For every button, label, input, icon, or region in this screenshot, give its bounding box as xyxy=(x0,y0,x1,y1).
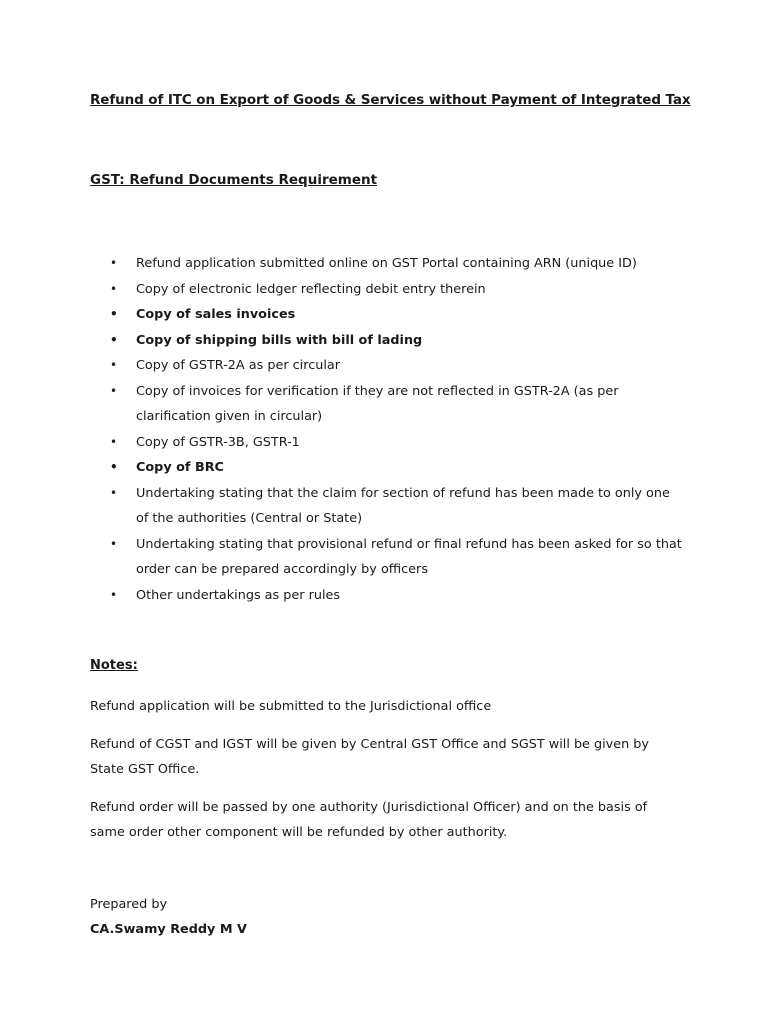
note-paragraph: Refund order will be passed by one authority (Jurisdictional Officer) and on the basis of same order other component will be refunded by other authority. xyxy=(90,799,648,840)
list-item-text: Copy of GSTR-3B, GSTR-1 xyxy=(136,434,300,450)
bullet-icon: • xyxy=(110,536,118,551)
bullet-icon: • xyxy=(110,281,118,296)
list-item xyxy=(110,430,682,456)
list-item-text: Copy of GSTR-2A as per circular xyxy=(136,358,341,373)
list-item xyxy=(110,328,682,354)
bullet-icon: • xyxy=(110,485,118,500)
bullet-icon: • xyxy=(110,383,118,398)
bullet-icon: • xyxy=(110,332,118,347)
list-item-text: Undertaking stating that the claim for section of refund has been made to only one of the authorities (Central or State) xyxy=(136,485,670,526)
list-item-text: Copy of sales invoices xyxy=(136,307,296,322)
list-item xyxy=(110,455,682,481)
bullet-icon: • xyxy=(110,256,118,270)
list-item xyxy=(110,353,682,379)
bullet-icon: • xyxy=(110,358,118,372)
list-item-text: Copy of invoices for verification if they are not reflected in GSTR-2A (as per clarification given in circular) xyxy=(136,383,619,424)
list-item-text: Refund application submitted online on GST Portal containing ARN (unique ID) xyxy=(136,256,637,271)
note-paragraph: Refund of CGST and IGST will be given by Central GST Office and SGST will be given by State GST Office. xyxy=(90,736,650,777)
list-item-text: Other undertakings as per rules xyxy=(136,587,341,603)
notes-heading: Notes: xyxy=(90,658,138,673)
list-item-text: Copy of electronic ledger reflecting debit entry therein xyxy=(136,281,486,297)
bullet-icon: • xyxy=(110,307,118,321)
bullet-icon: • xyxy=(110,587,118,602)
author-name: CA.Swamy Reddy M V xyxy=(90,922,247,937)
list-item xyxy=(110,302,682,328)
bullet-icon: • xyxy=(110,460,118,474)
document-title: Refund of ITC on Export of Goods & Services without Payment of Integrated Tax xyxy=(90,92,691,108)
notes-section xyxy=(90,694,682,858)
list-item xyxy=(110,532,682,583)
list-item xyxy=(110,379,682,430)
requirements-list xyxy=(110,251,682,608)
section-heading: GST: Refund Documents Requirement xyxy=(90,172,378,188)
bullet-icon: • xyxy=(110,434,118,449)
list-item xyxy=(110,277,682,303)
note-paragraph: Refund application will be submitted to the Jurisdictional office xyxy=(90,699,492,714)
list-item xyxy=(110,481,682,532)
list-item-text: Copy of BRC xyxy=(136,460,224,475)
prepared-by-label: Prepared by xyxy=(90,897,168,912)
list-item-text: Copy of shipping bills with bill of lading xyxy=(136,332,423,348)
list-item xyxy=(110,251,682,277)
list-item-text: Undertaking stating that provisional refund or final refund has been asked for so that order can be prepared accordingly by officers xyxy=(136,536,682,577)
list-item xyxy=(110,583,682,609)
